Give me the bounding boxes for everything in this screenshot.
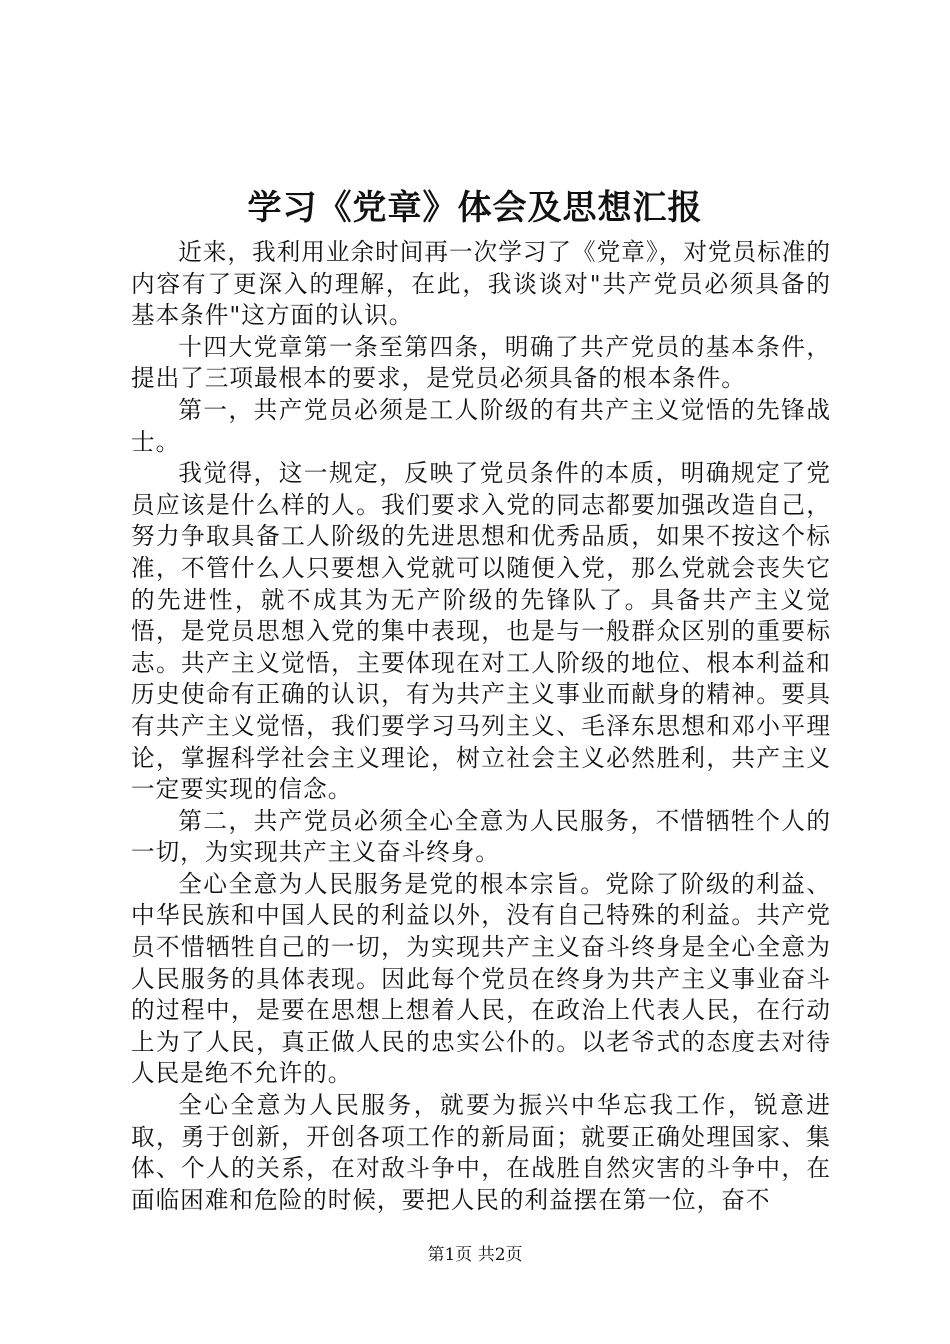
page-number-footer: 第1页 共2页 <box>427 1245 523 1265</box>
document-title: 学习《党章》体会及思想汇报 <box>247 188 703 228</box>
paragraph: 近来，我利用业余时间再一次学习了《党章》，对党员标准的内容有了更深入的理解，在此，我谈谈对"共产党员必须具备的基本条件"这方面的认识。 <box>131 238 831 330</box>
paragraph: 我觉得，这一规定，反映了党员条件的本质，明确规定了党员应该是什么样的人。我们要求入党的同志都要加强改造自己，努力争取具备工人阶级的先进思想和优秀品质，如果不按这个标准，不管什么人只要想入党就可以随便入党，那么党就会丧失它的先进性，就不成其为无产阶级的先锋队了。具备共产主义觉悟，是党员思想入党的集中表现，也是与一般群众区别的重要标志。共产主义觉悟，主要体现在对工人阶级的地位、根本利益和历史使命有正确的认识，有为共产主义事业而献身的精神。要具有共产主义觉悟，我们要学习马列主义、毛泽东思想和邓小平理论，掌握科学社会主义理论，树立社会主义必然胜利，共产主义一定要实现的信念。 <box>131 459 831 804</box>
paragraph: 全心全意为人民服务，就要为振兴中华忘我工作，锐意进取，勇于创新，开创各项工作的新局面；就要正确处理国家、集体、个人的关系，在对敌斗争中，在战胜自然灾害的斗争中，在面临困难和危险的时候，要把人民的利益摆在第一位，奋不 <box>131 1091 831 1214</box>
paragraph: 全心全意为人民服务是党的根本宗旨。党除了阶级的利益、中华民族和中国人民的利益以外，没有自己特殊的利益。共产党员不惜牺牲自己的一切，为实现共产主义奋斗终身是全心全意为人民服务的具体表现。因此每个党员在终身为共产主义事业奋斗的过程中，是要在思想上想着人民，在政治上代表人民，在行动上为了人民，真正做人民的忠实公仆的。以老爷式的态度去对待人民是绝不允许的。 <box>131 869 831 1088</box>
paragraph: 第一，共产党员必须是工人阶级的有共产主义觉悟的先锋战士。 <box>131 395 831 456</box>
document-body <box>131 237 831 1216</box>
paragraph: 第二，共产党员必须全心全意为人民服务，不惜牺牲个人的一切，为实现共产主义奋斗终身。 <box>131 806 831 867</box>
paragraph: 十四大党章第一条至第四条，明确了共产党员的基本条件，提出了三项最根本的要求，是党员必须具备的根本条件。 <box>131 332 831 393</box>
